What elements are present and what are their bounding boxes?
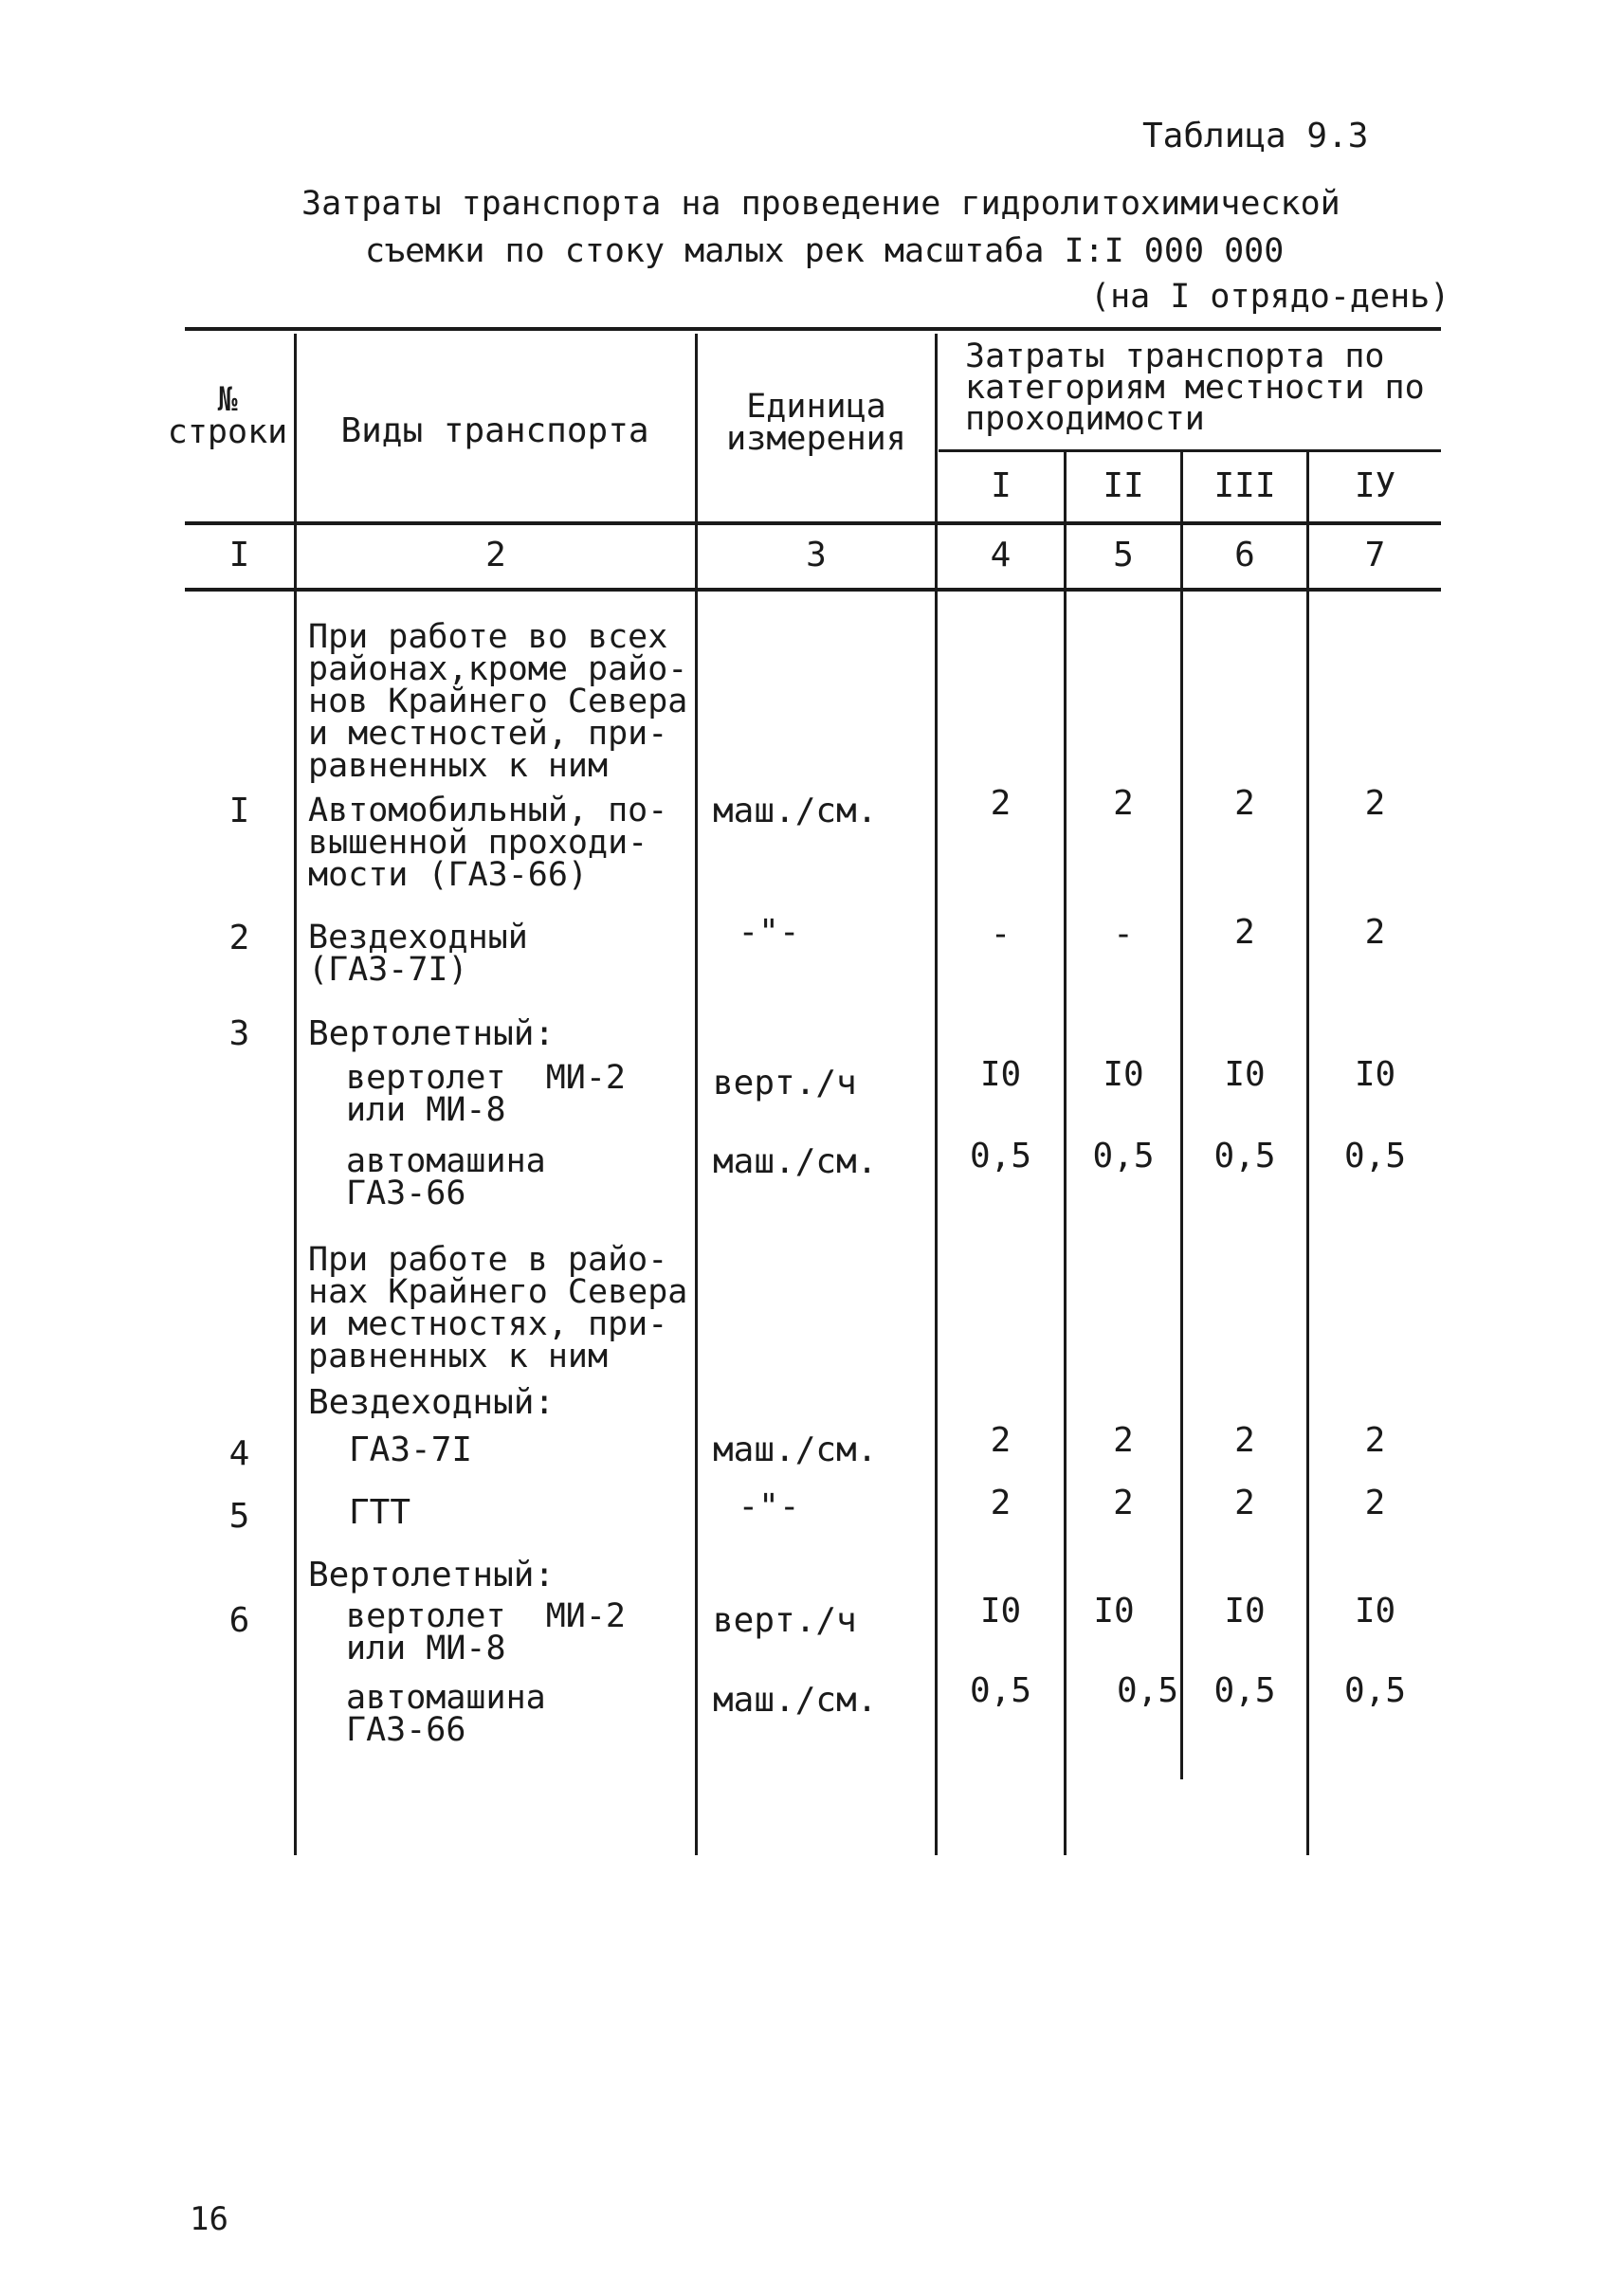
table-top-rule: [185, 327, 1441, 331]
transport-subtype: вертолет МИ-2 или МИ-8: [346, 1059, 627, 1129]
transport-type: Вертолетный:: [308, 1014, 556, 1053]
transport-subtype: автомашина ГАЗ-66: [346, 1142, 546, 1212]
value-cat3: 2: [1234, 784, 1255, 823]
row-number: 2: [228, 919, 250, 957]
transport-subtype: вертолет МИ-2 или МИ-8: [346, 1597, 627, 1667]
transport-type: Вездеходный:: [308, 1383, 556, 1422]
unit: маш./см.: [713, 1142, 878, 1181]
header-unit: Единица измерения: [726, 388, 906, 458]
section-heading: При работе во всех районах,кроме райо- нов Крайнего Севера и местностей, при- равненных к ним: [308, 618, 688, 785]
table-title-line-1: Затраты транспорта на проведение гидролитохимической: [301, 185, 1340, 223]
value-cat4: 2: [1364, 1421, 1386, 1460]
value-cat2: 2: [1113, 1484, 1134, 1522]
section-heading: При работе в райо- нах Крайнего Севера и местностях, при- равненных к ним: [308, 1241, 688, 1376]
header-category-3: III: [1213, 466, 1276, 505]
value-cat1: I0: [979, 1592, 1022, 1631]
row-number: 3: [228, 1014, 250, 1053]
transport-subtype: ГАЗ-7I: [349, 1430, 473, 1469]
row-number: I: [228, 792, 250, 830]
value-cat4: 2: [1364, 784, 1386, 823]
col-number: 6: [1234, 536, 1255, 574]
value-cat2: 2: [1113, 784, 1134, 823]
col-divider-5: [1180, 452, 1183, 1779]
unit: маш./см.: [713, 792, 878, 830]
header-row-number: № строки: [167, 381, 288, 451]
transport-subtype: автомашина ГАЗ-66: [346, 1679, 546, 1749]
transport-subtype: ГТТ: [349, 1493, 411, 1532]
col-number: 7: [1364, 536, 1386, 574]
header-category-1: I: [991, 466, 1012, 505]
value-cat1: 2: [990, 784, 1012, 823]
value-cat3: I0: [1224, 1055, 1266, 1094]
value-cat2: 0,5: [1116, 1671, 1178, 1710]
value-cat1: 0,5: [969, 1671, 1032, 1710]
value-cat1: -: [990, 915, 1012, 954]
unit: верт./ч: [713, 1601, 857, 1640]
col-number: 3: [806, 536, 827, 574]
value-cat1: 2: [990, 1484, 1012, 1522]
unit: -"-: [738, 1487, 800, 1526]
header-category-4: IУ: [1354, 466, 1396, 505]
header-transport-costs: Затраты транспорта по категориям местности по проходимости: [965, 337, 1425, 438]
value-cat3: 2: [1234, 1484, 1255, 1522]
header-bottom-rule: [185, 521, 1441, 525]
row-number: 6: [228, 1601, 250, 1640]
value-cat3: 0,5: [1213, 1137, 1276, 1175]
row-number: 5: [228, 1497, 250, 1536]
col-number: 5: [1113, 536, 1134, 574]
header-category-2: II: [1103, 466, 1144, 505]
value-cat4: 2: [1364, 1484, 1386, 1522]
value-cat4: I0: [1354, 1592, 1396, 1631]
transport-type: Вездеходный (ГАЗ-7I): [308, 919, 528, 989]
value-cat3: 2: [1234, 913, 1255, 952]
value-cat2: 2: [1113, 1421, 1134, 1460]
header-transport-type: Виды транспорта: [340, 411, 649, 450]
category-subheader-rule: [939, 449, 1441, 452]
value-cat1: I0: [979, 1055, 1022, 1094]
value-cat1: 2: [990, 1421, 1012, 1460]
value-cat4: I0: [1354, 1055, 1396, 1094]
transport-type: Автомобильный, по- вышенной проходи- мости (ГАЗ-66): [308, 792, 668, 894]
col-number: 2: [485, 536, 506, 574]
value-cat3: 0,5: [1213, 1671, 1276, 1710]
row-number: 4: [228, 1434, 250, 1473]
value-cat2: I0: [1093, 1592, 1135, 1631]
value-cat2: -: [1113, 915, 1134, 954]
value-cat4: 2: [1364, 913, 1386, 952]
unit: -"-: [738, 913, 800, 952]
value-cat2: I0: [1103, 1055, 1144, 1094]
value-cat3: 2: [1234, 1421, 1255, 1460]
page-number: 16: [190, 2200, 228, 2238]
value-cat4: 0,5: [1343, 1671, 1407, 1710]
unit: маш./см.: [713, 1681, 878, 1720]
col-number: 4: [990, 536, 1012, 574]
table-label: Таблица 9.3: [1142, 117, 1369, 155]
unit: верт./ч: [713, 1064, 857, 1102]
value-cat1: 0,5: [969, 1137, 1032, 1175]
value-cat3: I0: [1224, 1592, 1266, 1631]
value-cat4: 0,5: [1343, 1137, 1407, 1175]
transport-type: Вертолетный:: [308, 1556, 556, 1594]
col-number: I: [228, 536, 250, 574]
table-title-line-2: съемки по стоку малых рек масштаба I:I 000 000: [365, 232, 1285, 270]
col-numbers-bottom-rule: [185, 588, 1441, 592]
value-cat2: 0,5: [1092, 1137, 1155, 1175]
table-subtitle: (на I отрядо-день): [1090, 278, 1450, 316]
unit: маш./см.: [713, 1430, 878, 1469]
